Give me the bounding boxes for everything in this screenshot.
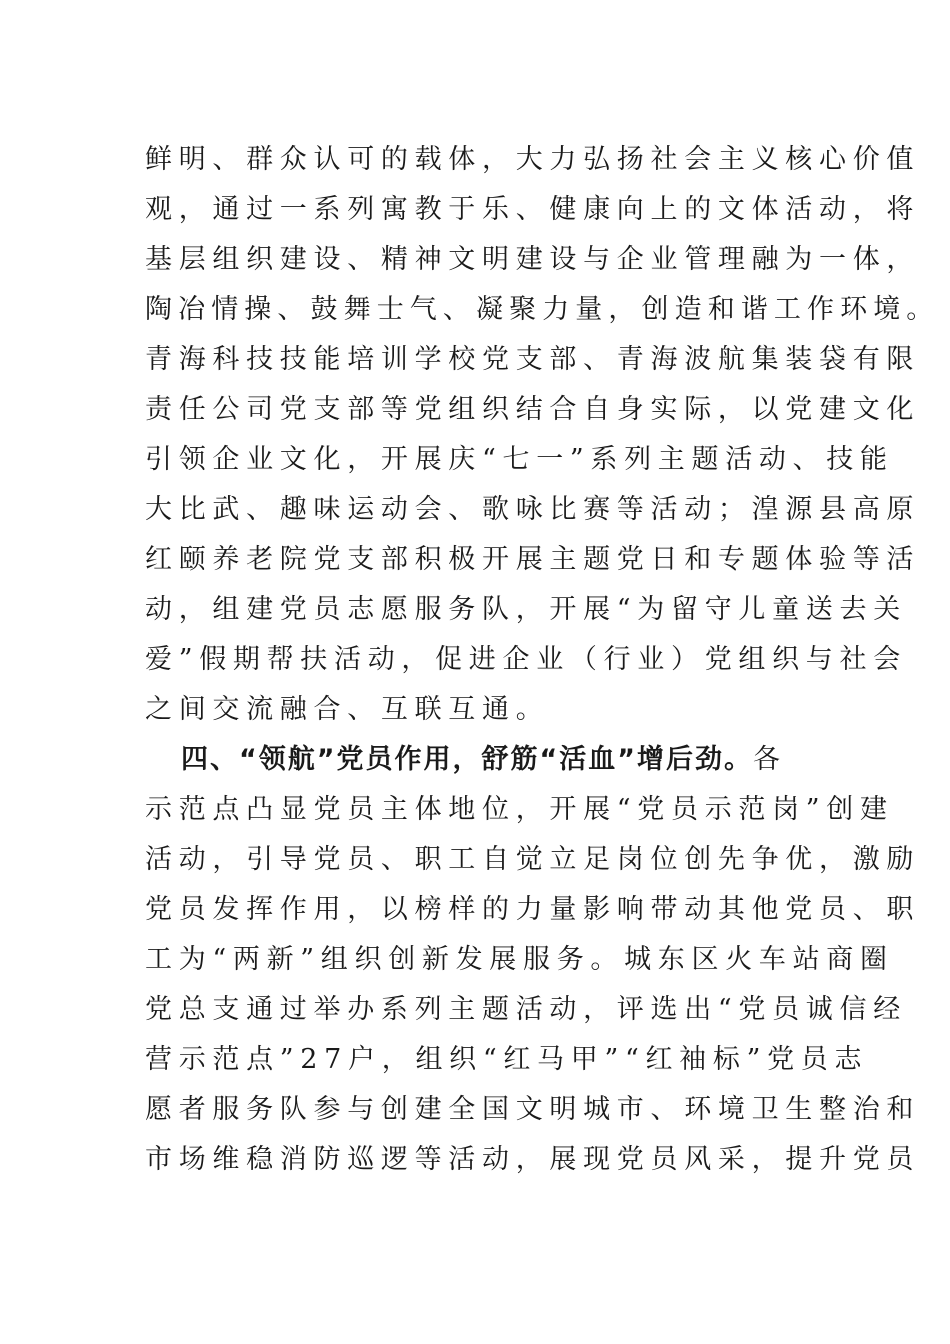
paragraph-line: 党员发挥作用，以榜样的力量影响带动其他党员、职 xyxy=(145,894,921,925)
paragraph-line: 红颐养老院党支部积极开展主题党日和专题体验等活 xyxy=(145,544,921,575)
paragraph-line: 陶冶情操、鼓舞士气、凝聚力量，创造和谐工作环境。 xyxy=(145,294,940,325)
paragraph-line: 党总支通过举办系列主题活动，评选出“党员诚信经 xyxy=(145,994,907,1025)
paragraph-line: 观，通过一系列寓教于乐、健康向上的文体活动，将 xyxy=(145,194,921,225)
paragraph-line: 愿者服务队参与创建全国文明城市、环境卫生整治和 xyxy=(145,1094,921,1125)
paragraph-line: 营示范点”27户，组织“红马甲”“红袖标”党员志 xyxy=(145,1044,869,1075)
paragraph-line: 活动，引导党员、职工自觉立足岗位创先争优，激励 xyxy=(145,844,921,875)
paragraph-line: 基层组织建设、精神文明建设与企业管理融为一体， xyxy=(145,244,921,275)
section-heading-line xyxy=(145,735,815,785)
paragraph-line: 动，组建党员志愿服务队，开展“为留守儿童送去关 xyxy=(145,594,907,625)
section-heading: 四、“领航”党员作用，舒筋“活血”增后劲。 xyxy=(181,744,753,775)
paragraph-line: 引领企业文化，开展庆“七一”系列主题活动、技能 xyxy=(145,444,894,475)
paragraph-line: 青海科技技能培训学校党支部、青海波航集装袋有限 xyxy=(145,344,921,375)
paragraph-line: 爱”假期帮扶活动，促进企业（行业）党组织与社会 xyxy=(145,644,907,675)
body-text xyxy=(145,135,940,1185)
paragraph-line: 鲜明、群众认可的载体，大力弘扬社会主义核心价值 xyxy=(145,144,921,175)
paragraph-line: 示范点凸显党员主体地位，开展“党员示范岗”创建 xyxy=(145,794,894,825)
section-heading-continuation: 各 xyxy=(752,744,787,775)
paragraph-line: 工为“两新”组织创新发展服务。城东区火车站商圈 xyxy=(145,944,894,975)
paragraph-line: 责任公司党支部等党组织结合自身实际，以党建文化 xyxy=(145,394,921,425)
paragraph-line: 市场维稳消防巡逻等活动，展现党员风采，提升党员 xyxy=(145,1144,921,1175)
paragraph-line: 大比武、趣味运动会、歌咏比赛等活动；湟源县高原 xyxy=(145,494,921,525)
paragraph-line: 之间交流融合、互联互通。 xyxy=(145,694,550,725)
